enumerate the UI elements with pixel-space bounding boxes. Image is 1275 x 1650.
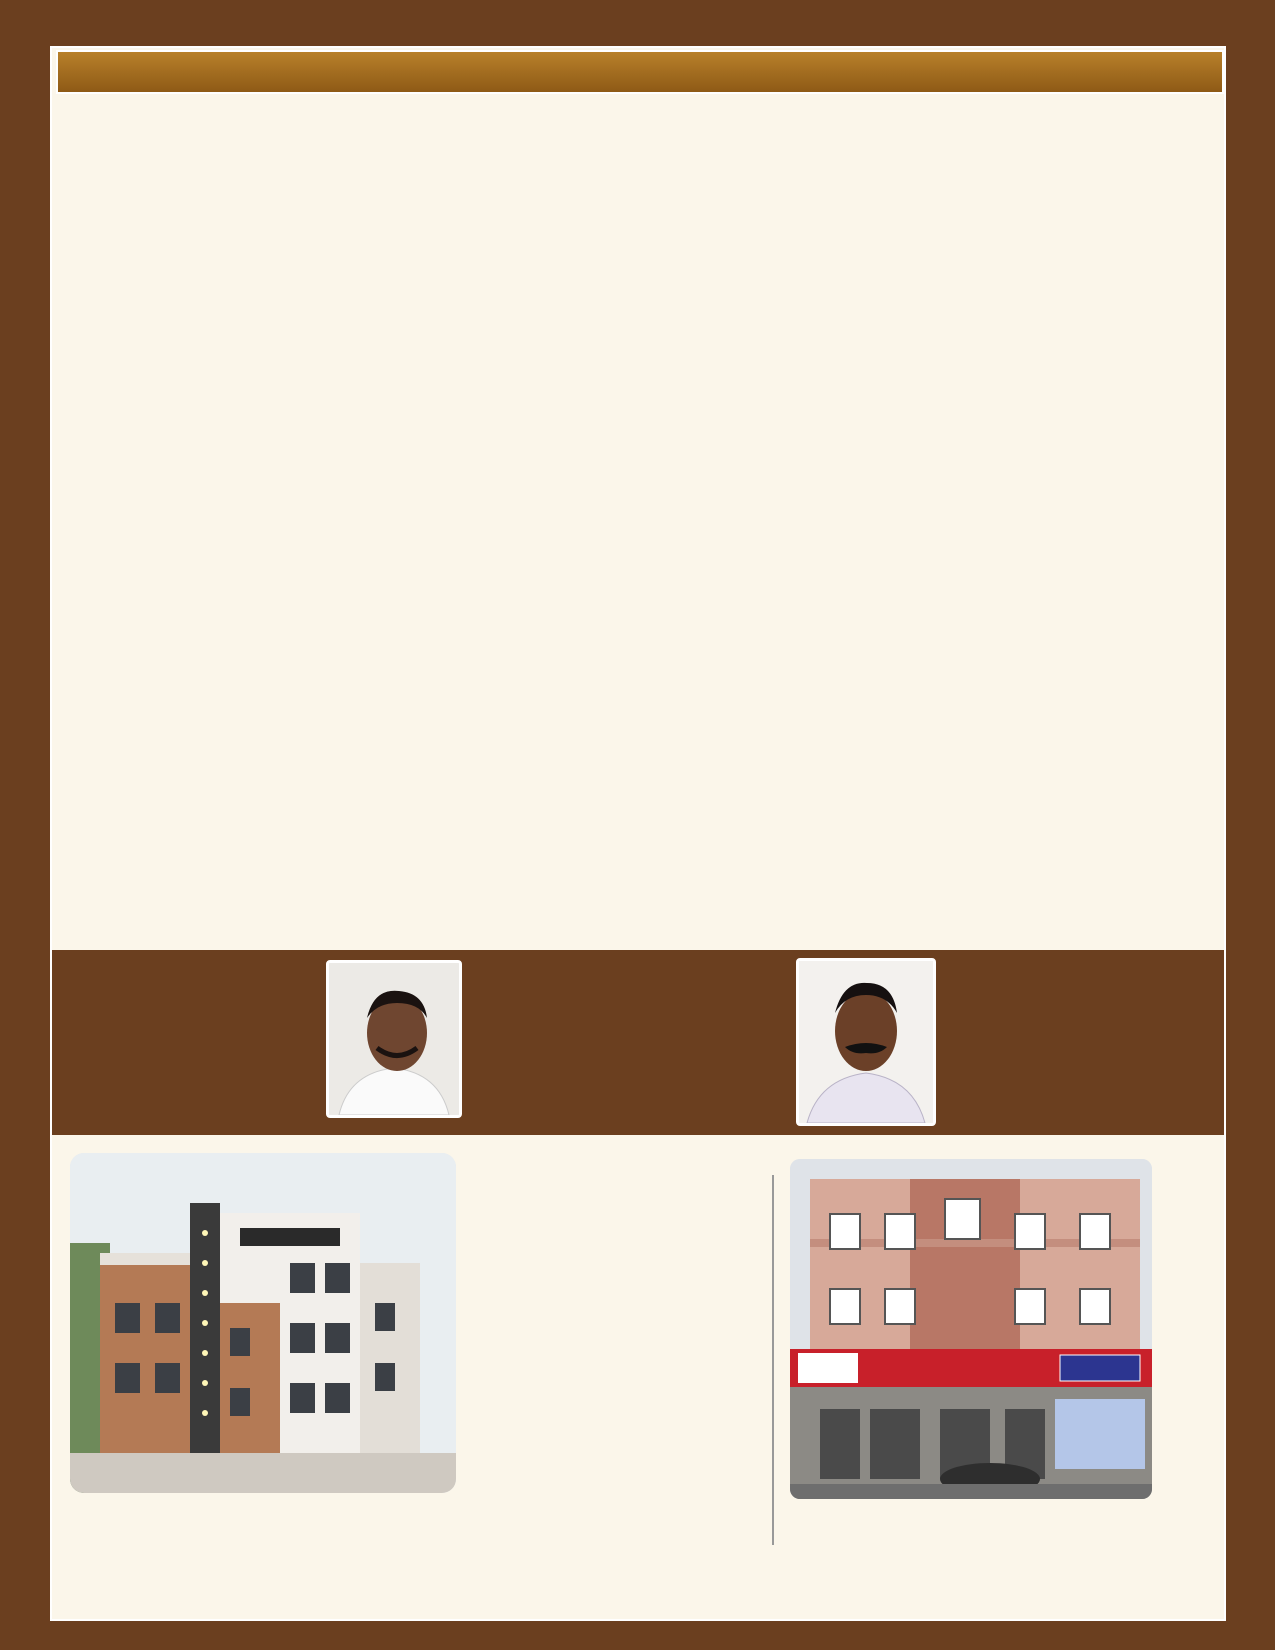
page-title [56, 50, 1224, 94]
left-director-photo [326, 960, 462, 1118]
right-director-photo [796, 958, 936, 1126]
campus-courses-section [52, 1135, 1226, 1621]
management-band [52, 950, 1226, 1135]
girls-campus-image [70, 1153, 456, 1493]
courses-timeline [772, 1175, 774, 1545]
boys-campus-image [790, 1159, 1152, 1499]
poster [50, 46, 1226, 1621]
